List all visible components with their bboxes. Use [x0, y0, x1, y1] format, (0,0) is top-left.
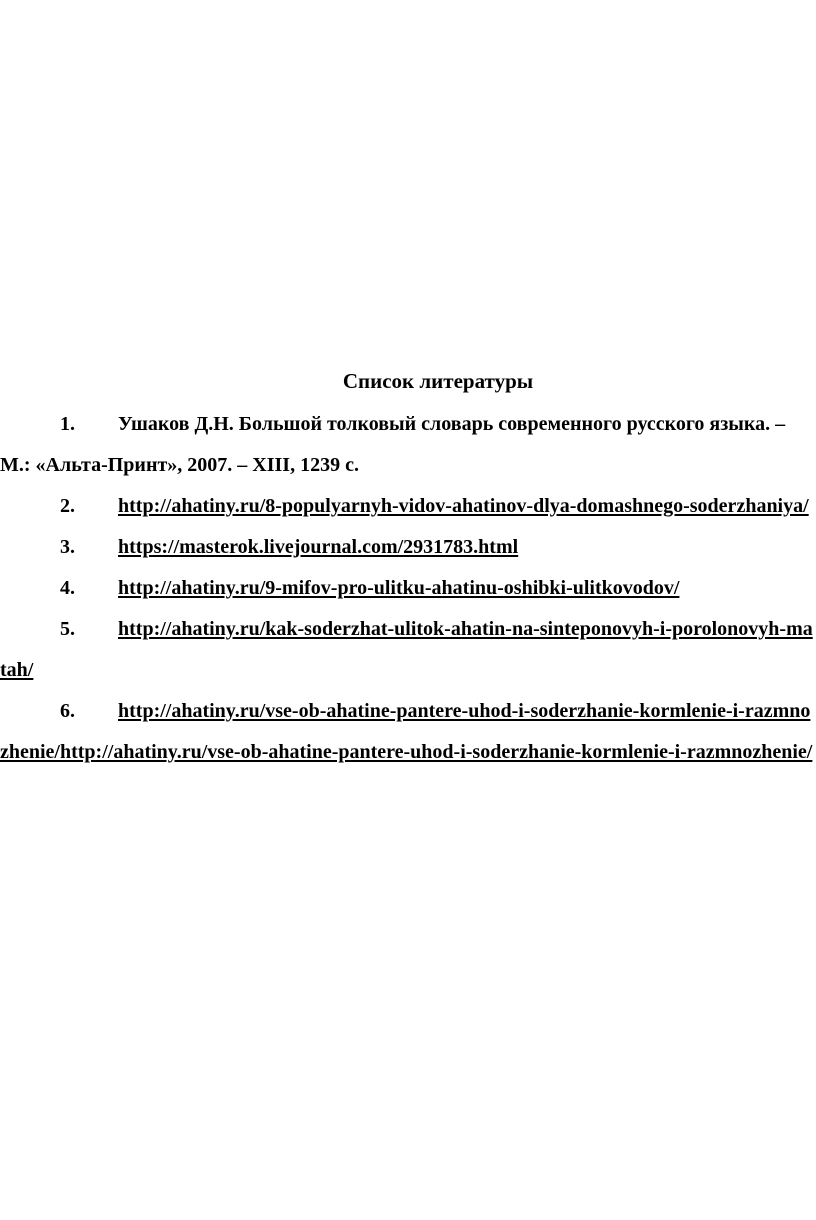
reference-link[interactable]: http://ahatiny.ru/vse-ob-ahatine-pantere-uhod-i-soderzhanie-kormlenie-i-razmnozhenie/http://ahatiny.ru/vse-ob-ahatine-pantere-uhod-i-soderzhanie-kormlenie-i-razmnozhenie/: [0, 700, 813, 763]
reference-number: 4.: [60, 577, 75, 599]
reference-number: 2.: [60, 495, 75, 517]
reference-number: 1.: [60, 413, 75, 435]
reference-item-4: [0, 568, 816, 609]
reference-item-6: [0, 691, 816, 773]
reference-link[interactable]: http://ahatiny.ru/8-populyarnyh-vidov-ahatinov-dlya-domashnego-soderzhaniya/: [118, 495, 809, 517]
reference-item-5: [0, 609, 816, 691]
reference-link[interactable]: https://masterok.livejournal.com/2931783.html: [118, 536, 519, 558]
reference-link[interactable]: http://ahatiny.ru/9-mifov-pro-ulitku-ahatinu-oshibki-ulitkovodov/: [118, 577, 680, 599]
reference-item-3: [0, 527, 816, 568]
reference-link[interactable]: http://ahatiny.ru/kak-soderzhat-ulitok-ahatin-na-sinteponovyh-i-porolonovyh-matah/: [0, 618, 813, 681]
page-title: Список литературы: [342, 369, 534, 393]
reference-text: Ушаков Д.Н. Большой толковый словарь современного русского языка. – М.: «Альта-Принт», 2007. – XIII, 1239 с.: [0, 413, 786, 476]
reference-item-2: [0, 486, 816, 527]
reference-list: [0, 404, 816, 773]
reference-number: 6.: [60, 700, 75, 722]
reference-item-1: [0, 404, 816, 486]
reference-number: 5.: [60, 618, 75, 640]
reference-number: 3.: [60, 536, 75, 558]
